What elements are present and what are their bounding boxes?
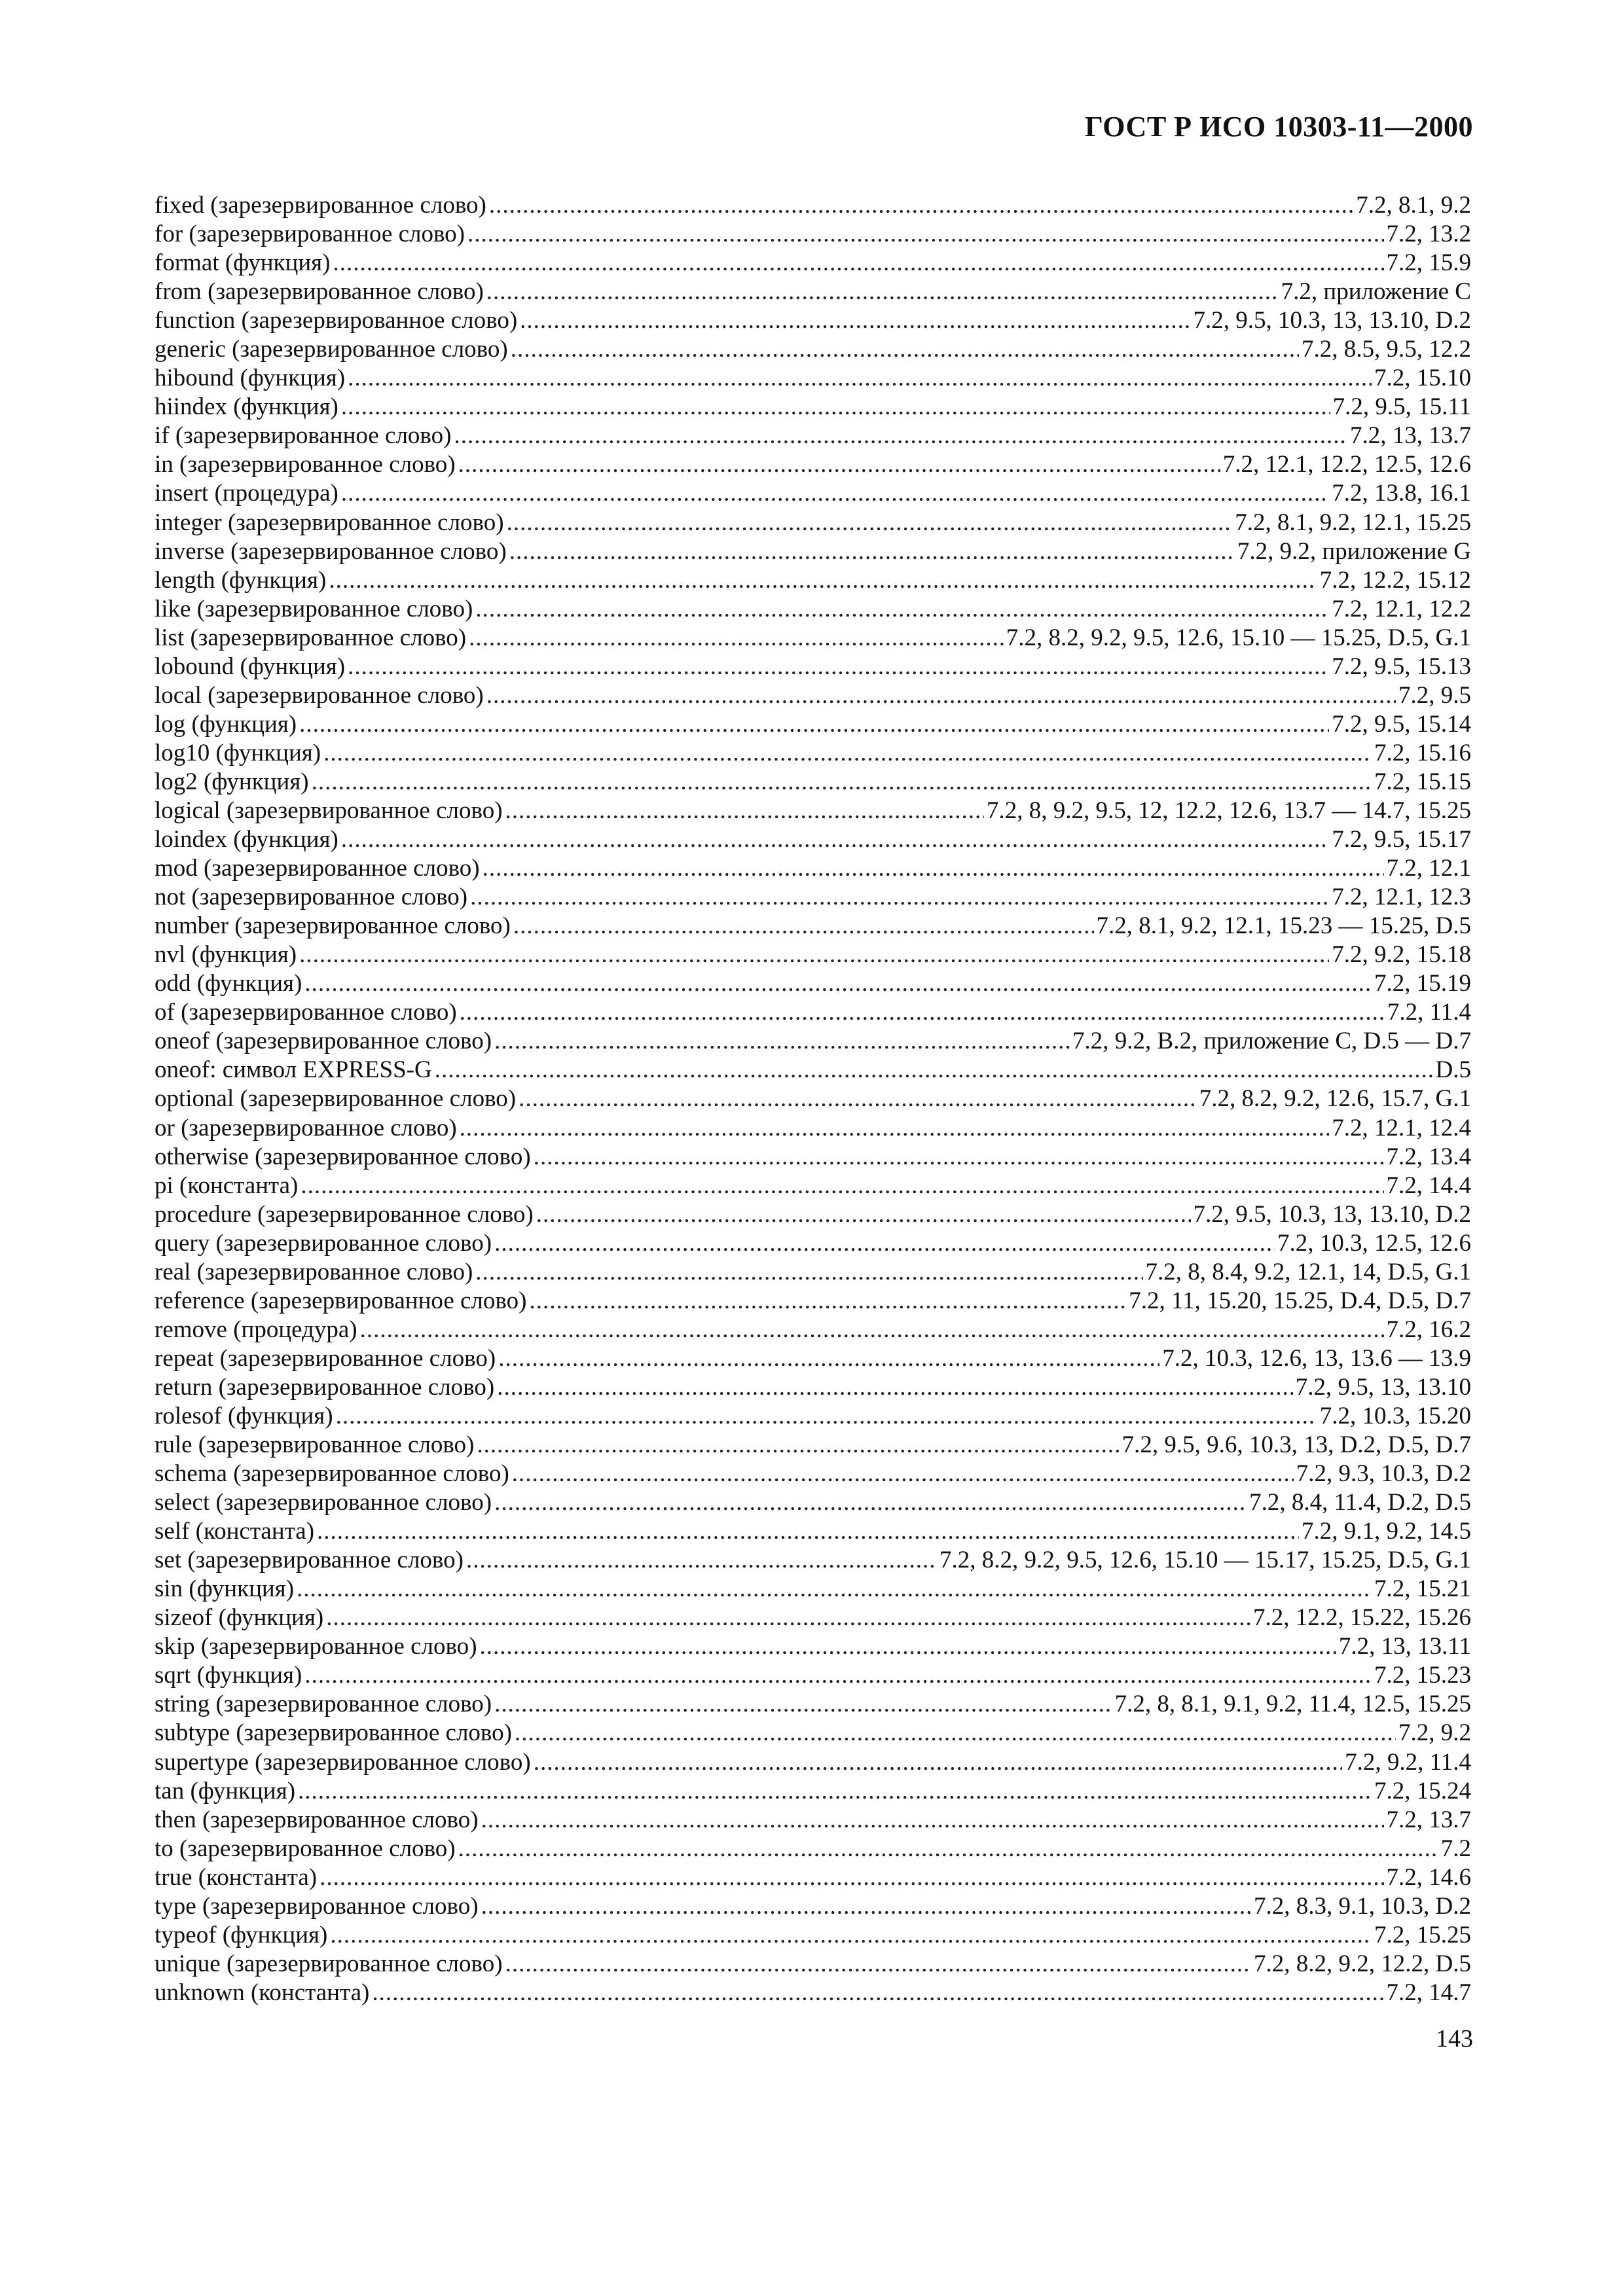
dot-leader [312, 768, 1372, 797]
index-entry [155, 1719, 1471, 1748]
index-entry [155, 249, 1471, 278]
index-entry [155, 1431, 1471, 1460]
dot-leader [330, 1921, 1372, 1950]
index-references: 7.2, 12.1 [1386, 855, 1471, 882]
index-term: supertype (зарезервированное слово) [155, 1748, 531, 1776]
index-references: 7.2, 12.1, 12.4 [1332, 1114, 1471, 1141]
dot-leader [298, 1777, 1372, 1806]
index-entry [155, 1229, 1471, 1258]
index-term: if (зарезервированное слово) [155, 422, 452, 450]
index-term: real (зарезервированное слово) [155, 1258, 473, 1285]
index-entry [155, 681, 1471, 710]
index-entry [155, 1402, 1471, 1431]
dot-leader [513, 912, 1094, 941]
index-entry [155, 479, 1471, 508]
dot-leader [360, 1316, 1384, 1344]
index-entry [155, 537, 1471, 566]
index-term: inverse (зарезервированное слово) [155, 537, 507, 565]
index-entry [155, 1517, 1471, 1546]
index-entry [155, 998, 1471, 1027]
index-entry [155, 1258, 1471, 1287]
index-references: D.5 [1435, 1056, 1471, 1084]
index-term: set (зарезервированное слово) [155, 1547, 464, 1574]
index-entry [155, 653, 1471, 681]
index-references: 7.2, 12.2, 15.22, 15.26 [1253, 1604, 1471, 1632]
dot-leader [304, 969, 1372, 998]
dot-leader [299, 710, 1329, 739]
dot-leader [299, 941, 1329, 969]
index-entry [155, 1114, 1471, 1143]
index-entry [155, 1777, 1471, 1806]
dot-leader [477, 1431, 1119, 1460]
index-entry [155, 624, 1471, 653]
index-references: 7.2, 12.2, 15.12 [1319, 566, 1471, 594]
index-entry [155, 969, 1471, 998]
dot-leader [475, 1258, 1142, 1287]
index-references: 7.2, 11.4 [1387, 999, 1471, 1026]
index-term: return (зарезервированное слово) [155, 1373, 495, 1401]
index-references: 7.2, 8, 8.1, 9.1, 9.2, 11.4, 12.5, 15.25 [1114, 1691, 1471, 1718]
dot-leader [505, 797, 984, 825]
index-term: format (функция) [155, 249, 331, 277]
index-references: 7.2, 10.3, 15.20 [1319, 1402, 1471, 1429]
index-entry [155, 1172, 1471, 1200]
index-references: 7.2, 13.7 [1386, 1806, 1471, 1833]
index-term: tan (функция) [155, 1777, 296, 1804]
index-term: from (зарезервированное слово) [155, 278, 484, 306]
index-entry [155, 1690, 1471, 1719]
index-term: like (зарезервированное слово) [155, 595, 473, 622]
index-references: 7.2, 15.25 [1374, 1921, 1471, 1948]
dot-leader [475, 595, 1329, 624]
dot-leader [323, 739, 1372, 768]
index-term: log (функция) [155, 710, 297, 738]
index-entry [155, 883, 1471, 912]
index-entry [155, 422, 1471, 450]
index-references: 7.2, 8.2, 9.2, 12.2, D.5 [1254, 1950, 1471, 1977]
index-references: 7.2, 9.5, 13, 13.10 [1295, 1373, 1471, 1401]
dot-leader [348, 364, 1372, 393]
page-number: 143 [1436, 2025, 1473, 2053]
index-references: 7.2, 8, 9.2, 9.5, 12, 12.2, 12.6, 13.7 — 14.7, 15.25 [987, 797, 1471, 824]
dot-leader [519, 1085, 1197, 1113]
index-entry [155, 393, 1471, 422]
index-term: length (функция) [155, 566, 327, 594]
dot-leader [297, 1575, 1372, 1604]
dot-leader [505, 1950, 1251, 1979]
index-entry [155, 710, 1471, 739]
index-term: number (зарезервированное слово) [155, 912, 511, 940]
index-term: sin (функция) [155, 1575, 295, 1603]
dot-leader [497, 1373, 1293, 1402]
index-term: then (зарезервированное слово) [155, 1806, 479, 1833]
dot-leader [333, 249, 1383, 278]
index-entry [155, 1287, 1471, 1316]
index-references: 7.2, 14.6 [1386, 1863, 1471, 1891]
index-references: 7.2, 8.1, 9.2, 12.1, 15.23 — 15.25, D.5 [1096, 912, 1471, 940]
index-references: 7.2, 13, 13.11 [1338, 1633, 1471, 1660]
index-term: optional (зарезервированное слово) [155, 1085, 517, 1113]
index-references: 7.2, 9.2, приложение G [1237, 537, 1471, 565]
index-term: loindex (функция) [155, 826, 338, 853]
index-references: 7.2, 12.1, 12.3 [1332, 884, 1471, 911]
dot-leader [509, 537, 1235, 566]
index-entry [155, 1604, 1471, 1632]
index-term: type (зарезервированное слово) [155, 1892, 479, 1920]
index-references: 7.2, 14.4 [1386, 1172, 1471, 1199]
index-references: 7.2, приложение C [1281, 278, 1471, 306]
index-entry [155, 1085, 1471, 1113]
index-references: 7.2, 9.5, 10.3, 13, 13.10, D.2 [1193, 307, 1471, 334]
index-term: rule (зарезервированное слово) [155, 1431, 475, 1459]
index-term: to (зарезервированное слово) [155, 1835, 456, 1862]
index-term: fixed (зарезервированное слово) [155, 192, 486, 219]
dot-leader [317, 1517, 1299, 1546]
dot-leader [481, 1892, 1251, 1921]
index-references: 7.2, 15.15 [1374, 768, 1471, 795]
index-entry [155, 1921, 1471, 1950]
index-references: 7.2, 15.10 [1374, 365, 1471, 392]
index-entry [155, 825, 1471, 854]
index-references: 7.2, 9.5, 15.17 [1332, 826, 1471, 853]
index-entry [155, 509, 1471, 537]
index-references: 7.2, 9.1, 9.2, 14.5 [1302, 1518, 1471, 1545]
index-entry [155, 1488, 1471, 1517]
index-references: 7.2, 8.4, 11.4, D.2, D.5 [1249, 1489, 1471, 1516]
dot-leader [470, 883, 1329, 912]
index-term: insert (процедура) [155, 480, 338, 507]
index-term: schema (зарезервированное слово) [155, 1460, 509, 1488]
dot-leader [494, 1488, 1247, 1517]
dot-leader [454, 422, 1347, 450]
index-entry [155, 1835, 1471, 1863]
index-entry [155, 1316, 1471, 1344]
index-entry [155, 854, 1471, 883]
index-entry [155, 220, 1471, 249]
index-entry [155, 335, 1471, 364]
dot-leader [515, 1719, 1396, 1748]
dot-leader [534, 1143, 1384, 1172]
index-term: repeat (зарезервированное слово) [155, 1344, 496, 1372]
index-references: 7.2, 9.5, 15.13 [1332, 653, 1471, 680]
index-references: 7.2, 9.2, 15.18 [1332, 941, 1471, 969]
index-list [155, 191, 1471, 2007]
dot-leader [511, 335, 1299, 364]
index-term: pi (константа) [155, 1172, 299, 1199]
index-references: 7.2, 13.8, 16.1 [1332, 480, 1471, 507]
dot-leader [372, 1979, 1383, 2007]
dot-leader [494, 1690, 1112, 1719]
index-term: rolesof (функция) [155, 1402, 333, 1429]
index-term: in (зарезервированное слово) [155, 451, 456, 478]
index-entry [155, 1748, 1471, 1777]
dot-leader [489, 191, 1353, 220]
index-term: lobound (функция) [155, 653, 346, 680]
index-references: 7.2, 8, 8.4, 9.2, 12.1, 14, D.5, G.1 [1145, 1258, 1471, 1285]
dot-leader [536, 1200, 1191, 1229]
dot-leader [486, 681, 1396, 710]
dot-leader [486, 278, 1279, 306]
index-references: 7.2, 9.5, 15.11 [1332, 393, 1471, 421]
index-term: query (зарезервированное слово) [155, 1229, 492, 1257]
index-term: log10 (функция) [155, 739, 321, 766]
index-term: logical (зарезервированное слово) [155, 797, 503, 824]
dot-leader [341, 825, 1329, 854]
dot-leader [435, 1056, 1433, 1085]
index-references: 7.2, 13, 13.7 [1350, 422, 1471, 450]
index-entry [155, 1143, 1471, 1172]
index-entry [155, 941, 1471, 969]
index-entry [155, 1863, 1471, 1892]
index-entry [155, 1806, 1471, 1835]
index-term: not (зарезервированное слово) [155, 884, 468, 911]
index-term: unique (зарезервированное слово) [155, 1950, 503, 1977]
index-references: 7.2, 9.5 [1398, 681, 1471, 709]
index-term: local (зарезервированное слово) [155, 681, 484, 709]
index-entry [155, 1661, 1471, 1690]
index-term: sqrt (функция) [155, 1662, 302, 1689]
index-term: self (константа) [155, 1518, 315, 1545]
dot-leader [480, 1632, 1336, 1661]
index-references: 7.2, 13.4 [1386, 1143, 1471, 1170]
dot-leader [494, 1027, 1070, 1056]
index-entry [155, 1892, 1471, 1921]
index-references: 7.2, 9.5, 15.14 [1332, 710, 1471, 738]
index-references: 7.2, 15.21 [1374, 1575, 1471, 1603]
index-term: select (зарезервированное слово) [155, 1489, 492, 1516]
dot-leader [507, 509, 1233, 537]
dot-leader [326, 1604, 1250, 1632]
index-references: 7.2, 9.2 [1398, 1719, 1471, 1747]
index-references: 7.2, 15.23 [1374, 1662, 1471, 1689]
dot-leader [529, 1287, 1126, 1316]
index-entry [155, 1200, 1471, 1229]
index-term: nvl (функция) [155, 941, 297, 969]
index-term: function (зарезервированное слово) [155, 307, 518, 334]
index-references: 7.2, 15.24 [1374, 1777, 1471, 1804]
dot-leader [481, 1806, 1384, 1835]
index-term: skip (зарезервированное слово) [155, 1633, 477, 1660]
index-term: sizeof (функция) [155, 1604, 324, 1632]
index-references: 7.2, 9.5, 9.6, 10.3, 13, D.2, D.5, D.7 [1122, 1431, 1471, 1459]
index-entry [155, 1056, 1471, 1085]
index-entry [155, 1950, 1471, 1979]
dot-leader [304, 1661, 1372, 1690]
index-term: hiindex (функция) [155, 393, 338, 421]
dot-leader [498, 1344, 1159, 1373]
dot-leader [319, 1863, 1383, 1892]
index-entry [155, 595, 1471, 624]
index-references: 7.2, 8.1, 9.2, 12.1, 15.25 [1235, 509, 1471, 536]
index-references: 7.2, 13.2 [1386, 221, 1471, 248]
dot-leader [467, 220, 1384, 249]
index-entry [155, 1546, 1471, 1575]
index-term: otherwise (зарезервированное слово) [155, 1143, 531, 1170]
index-term: odd (функция) [155, 970, 302, 997]
index-references: 7.2, 8.2, 9.2, 9.5, 12.6, 15.10 — 15.17, 15.25, D.5, G.1 [939, 1547, 1471, 1574]
dot-leader [469, 624, 1004, 653]
index-references: 7.2, 15.16 [1374, 739, 1471, 766]
index-references: 7.2, 9.5, 10.3, 13, 13.10, D.2 [1193, 1200, 1471, 1228]
index-references: 7.2, 14.7 [1386, 1979, 1471, 2006]
index-references: 7.2, 9.2, B.2, приложение C, D.5 — D.7 [1072, 1028, 1471, 1055]
index-term: unknown (константа) [155, 1979, 370, 2006]
index-entry [155, 1575, 1471, 1604]
index-entry [155, 768, 1471, 797]
index-references: 7.2, 15.9 [1386, 249, 1471, 277]
index-entry [155, 1027, 1471, 1056]
index-entry [155, 1979, 1471, 2007]
index-term: remove (процедура) [155, 1316, 357, 1343]
index-entry [155, 566, 1471, 595]
dot-leader [534, 1748, 1342, 1777]
dot-leader [341, 479, 1329, 508]
dot-leader [512, 1460, 1294, 1488]
dot-leader [301, 1172, 1383, 1200]
index-entry [155, 278, 1471, 306]
index-references: 7.2, 10.3, 12.5, 12.6 [1277, 1229, 1471, 1257]
index-entry [155, 797, 1471, 825]
index-term: string (зарезервированное слово) [155, 1691, 492, 1718]
index-references: 7.2, 11, 15.20, 15.25, D.4, D.5, D.7 [1129, 1287, 1471, 1314]
dot-leader [458, 450, 1220, 479]
dot-leader [329, 566, 1317, 595]
index-term: integer (зарезервированное слово) [155, 509, 504, 536]
index-entry [155, 450, 1471, 479]
dot-leader [348, 653, 1329, 681]
index-references: 7.2, 8.5, 9.5, 12.2 [1302, 336, 1471, 363]
dot-leader [520, 306, 1190, 335]
dot-leader [341, 393, 1330, 422]
index-term: of (зарезервированное слово) [155, 999, 457, 1026]
index-references: 7.2, 8.2, 9.2, 12.6, 15.7, G.1 [1199, 1085, 1471, 1113]
index-references: 7.2, 12.1, 12.2, 12.5, 12.6 [1222, 451, 1471, 478]
index-references: 7.2, 16.2 [1386, 1316, 1471, 1343]
index-term: oneof: символ EXPRESS-G [155, 1056, 432, 1084]
index-term: mod (зарезервированное слово) [155, 855, 480, 882]
index-term: true (константа) [155, 1863, 318, 1891]
index-references: 7.2, 9.2, 11.4 [1345, 1748, 1471, 1776]
index-term: generic (зарезервированное слово) [155, 336, 508, 363]
index-term: typeof (функция) [155, 1921, 328, 1948]
index-term: subtype (зарезервированное слово) [155, 1719, 512, 1747]
index-term: reference (зарезервированное слово) [155, 1287, 527, 1314]
index-references: 7.2, 15.19 [1374, 970, 1471, 997]
index-entry [155, 306, 1471, 335]
index-references: 7.2, 8.2, 9.2, 9.5, 12.6, 15.10 — 15.25, D.5, G.1 [1006, 624, 1471, 651]
index-term: for (зарезервированное слово) [155, 221, 465, 248]
index-references: 7.2, 10.3, 12.6, 13, 13.6 — 13.9 [1162, 1344, 1471, 1372]
dot-leader [466, 1546, 937, 1575]
index-entry [155, 1344, 1471, 1373]
index-term: hibound (функция) [155, 365, 346, 392]
dot-leader [458, 1835, 1438, 1863]
index-references: 7.2, 9.3, 10.3, D.2 [1296, 1460, 1471, 1488]
index-term: or (зарезервированное слово) [155, 1114, 457, 1141]
index-term: log2 (функция) [155, 768, 309, 795]
index-references: 7.2, 8.1, 9.2 [1356, 192, 1471, 219]
dot-leader [460, 1114, 1330, 1143]
dot-leader [494, 1229, 1275, 1258]
document-header: ГОСТ Р ИСО 10303-11—2000 [1084, 111, 1473, 143]
index-entry [155, 1632, 1471, 1661]
index-entry [155, 1373, 1471, 1402]
dot-leader [483, 854, 1384, 883]
index-references: 7.2, 8.3, 9.1, 10.3, D.2 [1254, 1892, 1471, 1920]
index-entry [155, 364, 1471, 393]
index-term: procedure (зарезервированное слово) [155, 1200, 534, 1228]
dot-leader [460, 998, 1385, 1027]
index-entry [155, 1460, 1471, 1488]
index-term: list (зарезервированное слово) [155, 624, 467, 651]
index-term: oneof (зарезервированное слово) [155, 1028, 492, 1055]
index-entry [155, 191, 1471, 220]
dot-leader [336, 1402, 1317, 1431]
index-entry [155, 739, 1471, 768]
index-references: 7.2, 12.1, 12.2 [1332, 595, 1471, 622]
index-references: 7.2 [1440, 1835, 1471, 1862]
index-entry [155, 912, 1471, 941]
